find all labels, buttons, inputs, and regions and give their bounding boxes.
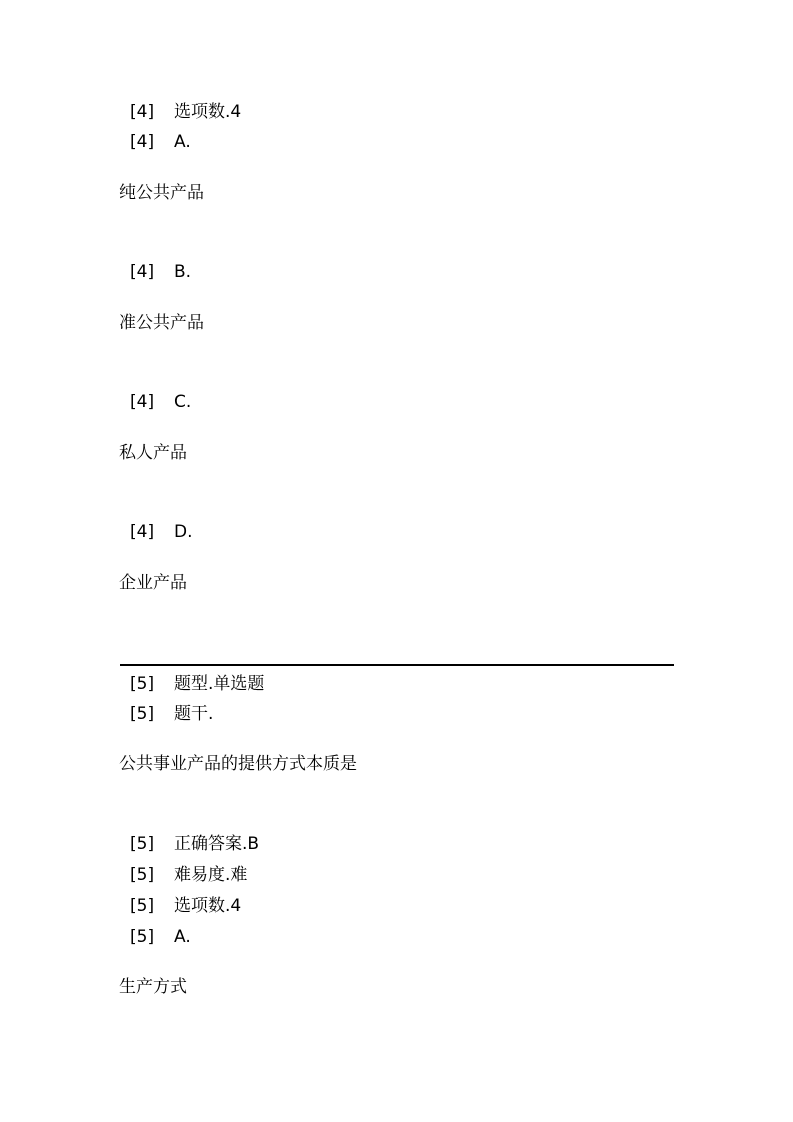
q5-type: 题型.单选题 xyxy=(174,674,265,694)
q4-option-c-label: C. xyxy=(174,392,192,412)
q5-tag: [5] xyxy=(130,927,155,947)
q5-tag: [5] xyxy=(130,704,155,724)
q4-option-c-text: 私人产品 xyxy=(119,443,187,463)
q4-option-d-text: 企业产品 xyxy=(119,573,187,593)
q5-tag: [5] xyxy=(130,865,155,885)
q4-option-a-label: A. xyxy=(174,132,191,152)
q4-tag: [4] xyxy=(130,132,155,152)
q5-tag: [5] xyxy=(130,896,155,916)
q4-option-b-label: B. xyxy=(174,262,192,282)
q4-tag: [4] xyxy=(130,522,155,542)
q4-tag: [4] xyxy=(130,102,155,122)
q5-stem-text: 公共事业产品的提供方式本质是 xyxy=(119,754,357,774)
q4-option-d-label: D. xyxy=(174,522,193,542)
q5-tag: [5] xyxy=(130,674,155,694)
q4-tag: [4] xyxy=(130,262,155,282)
q5-num-options: 选项数.4 xyxy=(174,896,242,916)
q5-tag: [5] xyxy=(130,834,155,854)
question-divider xyxy=(120,664,674,666)
q5-difficulty: 难易度.难 xyxy=(174,865,248,885)
q5-option-a-text: 生产方式 xyxy=(119,977,187,997)
q5-stem-label: 题干. xyxy=(174,704,214,724)
q4-option-a-text: 纯公共产品 xyxy=(119,183,204,203)
q5-answer: 正确答案.B xyxy=(174,834,260,854)
q4-tag: [4] xyxy=(130,392,155,412)
q5-option-a-label: A. xyxy=(174,927,191,947)
q4-option-b-text: 准公共产品 xyxy=(119,313,204,333)
q4-num-options: 选项数.4 xyxy=(174,102,242,122)
